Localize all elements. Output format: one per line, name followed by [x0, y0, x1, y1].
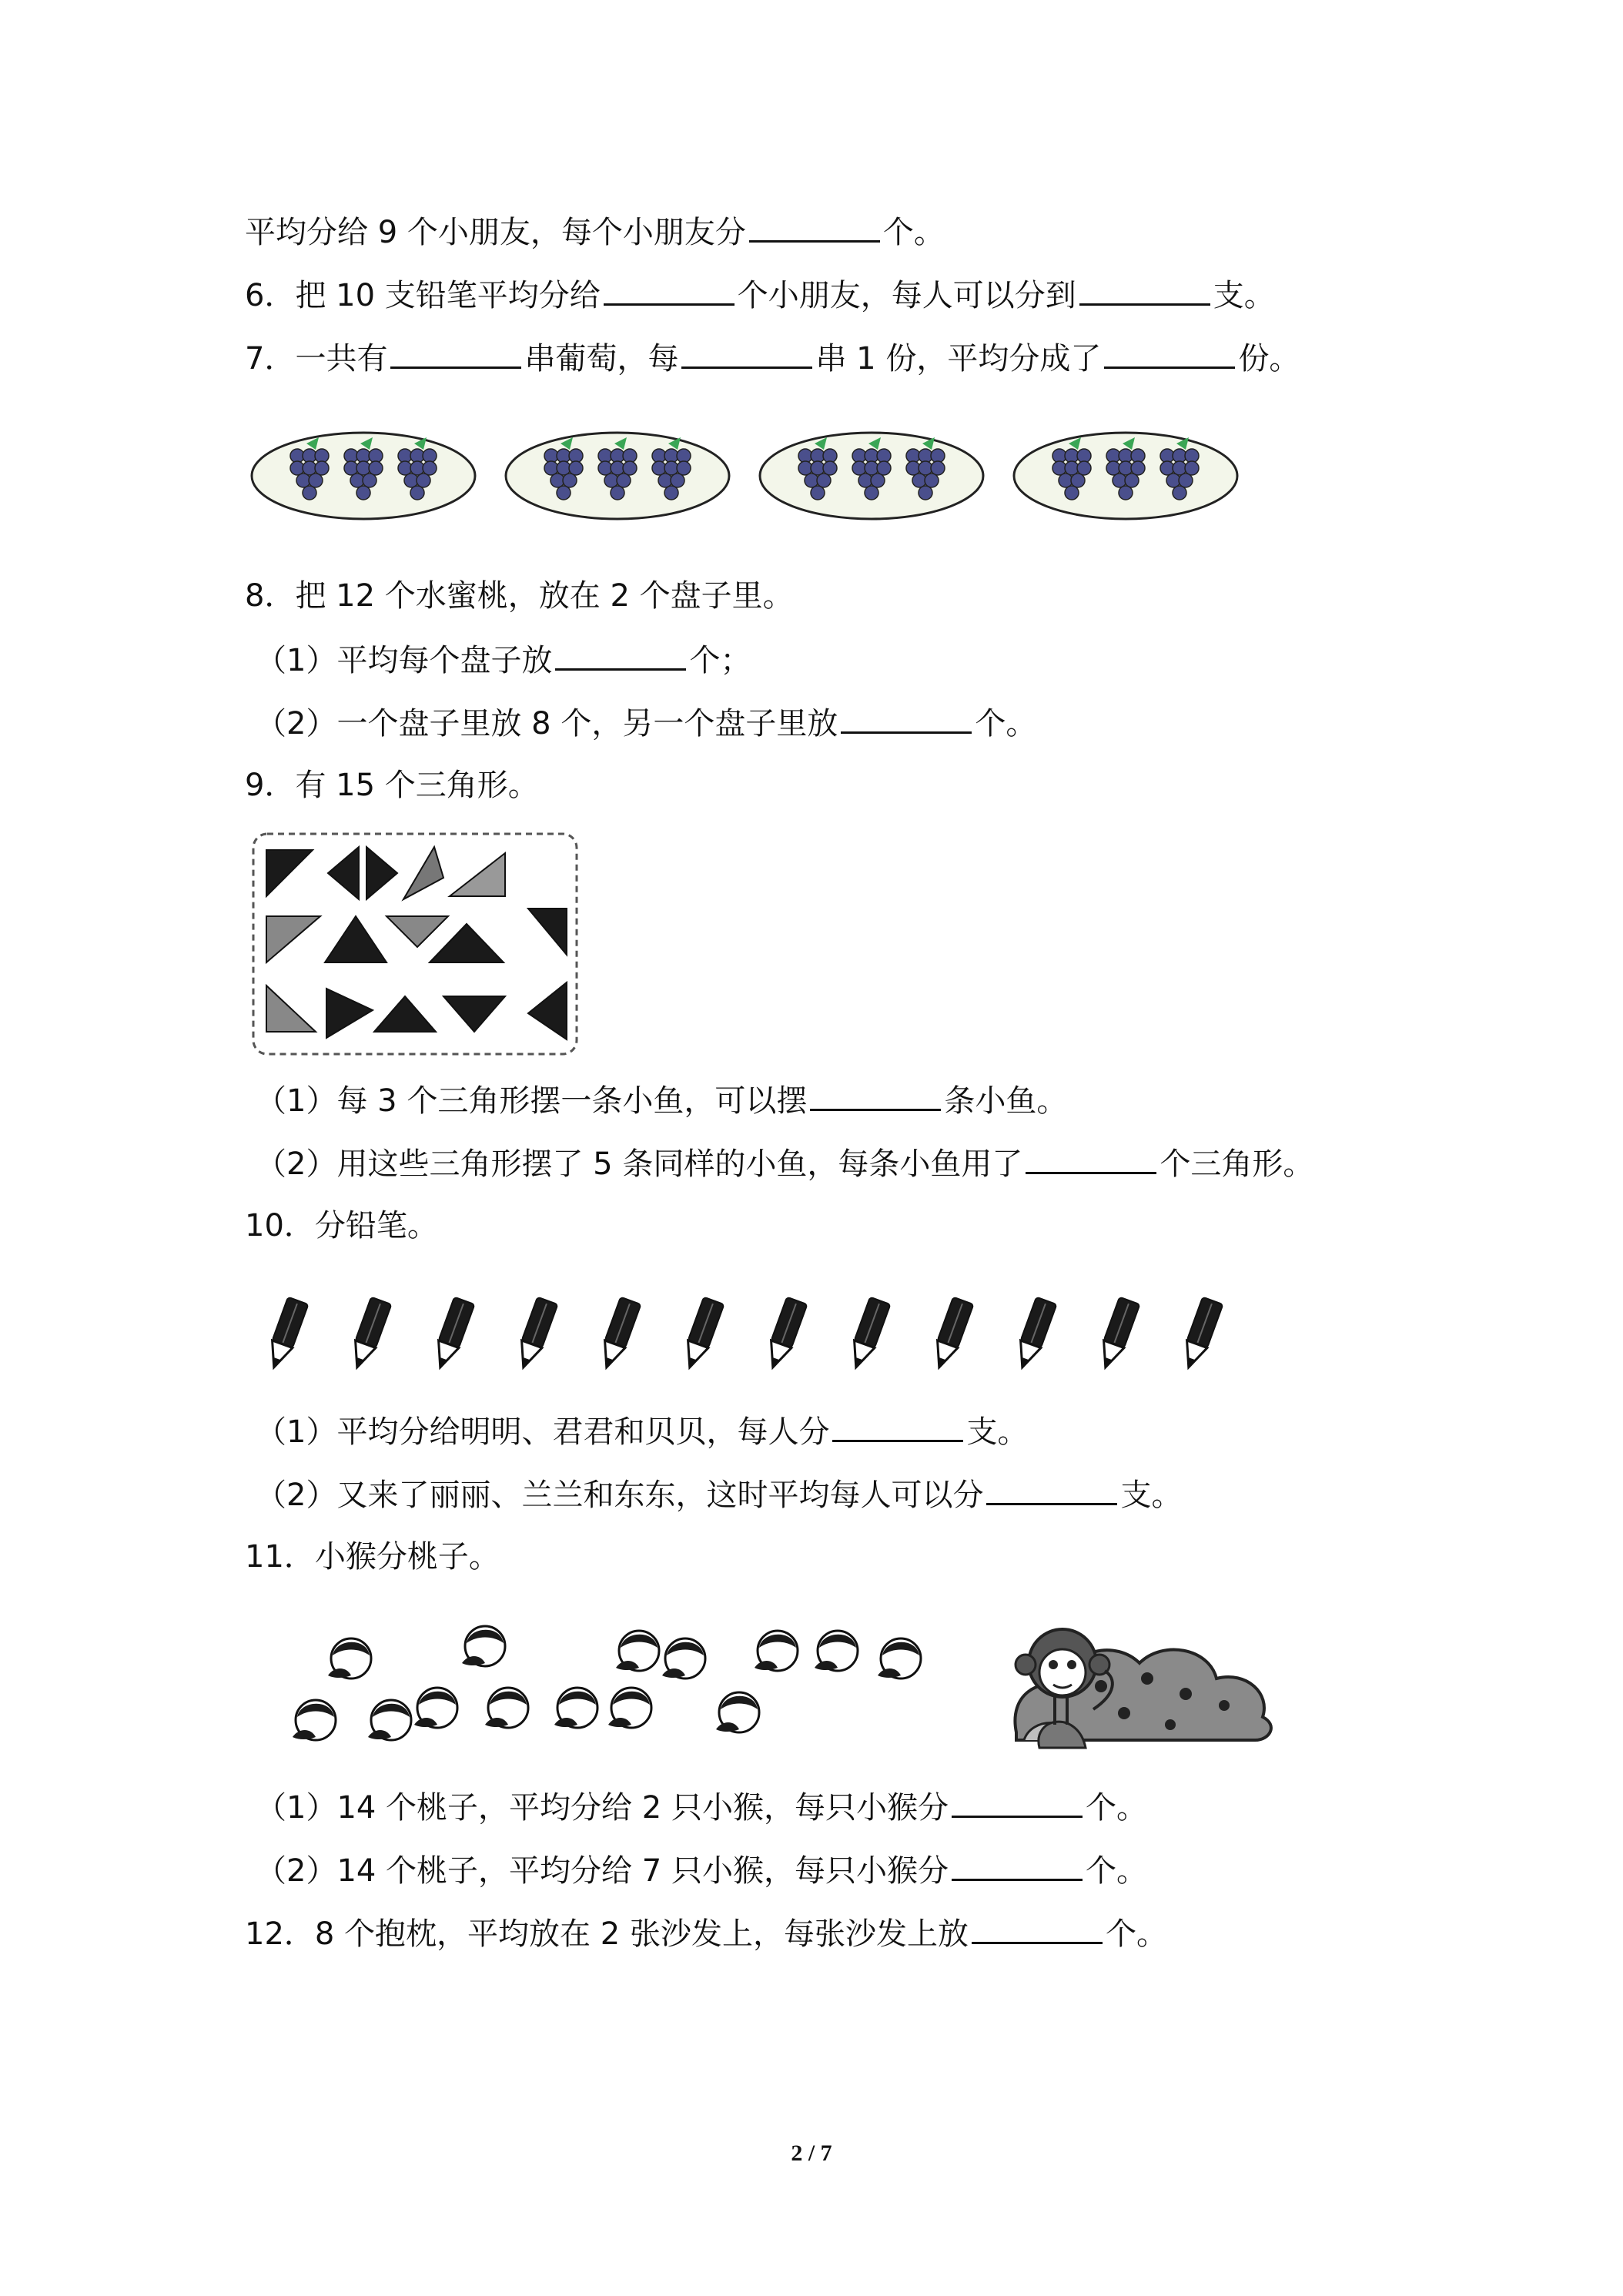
pencil-icon [1096, 1297, 1140, 1371]
answer-blank[interactable] [832, 1409, 963, 1442]
peach-icon [716, 1692, 759, 1732]
pencil-icon [264, 1297, 309, 1371]
answer-blank[interactable] [390, 336, 521, 369]
question-8-part-1: （1）平均每个盘子放 个； [256, 638, 751, 682]
grape-group [252, 433, 475, 519]
pencil-icon [680, 1297, 724, 1371]
peach-icon [554, 1688, 597, 1728]
answer-blank[interactable] [1079, 273, 1210, 306]
grape-group [506, 433, 729, 519]
pencils-figure [254, 1290, 1255, 1375]
answer-blank[interactable] [952, 1848, 1083, 1881]
question-8-part-2: （2）一个盘子里放 8 个，另一个盘子里放 个。 [256, 701, 1036, 745]
peach-icon [462, 1626, 505, 1666]
pencil-icon [430, 1297, 475, 1371]
answer-blank[interactable] [810, 1078, 941, 1111]
peach-icon [368, 1700, 411, 1740]
grape-group [1014, 433, 1237, 519]
pencil-icon [514, 1297, 558, 1371]
peaches-monkey-figure [262, 1602, 1432, 1755]
question-10: 10．分铅笔。 [245, 1208, 438, 1243]
peach-icon [616, 1631, 659, 1671]
question-9-part-2: （2）用这些三角形摆了 5 条同样的小鱼，每条小鱼用了 个三角形。 [256, 1141, 1313, 1186]
answer-blank[interactable] [972, 1911, 1103, 1944]
peach-icon [662, 1638, 705, 1678]
question-9-part-1: （1）每 3 个三角形摆一条小鱼，可以摆 条小鱼。 [256, 1078, 1067, 1123]
question-10-part-1: （1）平均分给明明、君君和贝贝，每人分 支。 [256, 1409, 1028, 1454]
answer-blank[interactable] [604, 273, 735, 306]
answer-blank[interactable] [1026, 1141, 1156, 1174]
question-11-part-1: （1）14 个桃子，平均分给 2 只小猴，每只小猴分 个。 [256, 1785, 1147, 1829]
answer-blank[interactable] [841, 701, 972, 734]
peach-icon [878, 1638, 921, 1678]
question-12: 12．8 个抱枕，平均放在 2 张沙发上，每张沙发上放 个。 [245, 1911, 1167, 1956]
peach-icon [815, 1631, 858, 1671]
question-7: 7．一共有 串葡萄，每 串 1 份，平均分成了 份。 [245, 336, 1300, 380]
question-6: 6．把 10 支铅笔平均分给 个小朋友，每人可以分到 支。 [245, 273, 1275, 317]
pencil-icon [929, 1297, 974, 1371]
answer-blank[interactable] [681, 336, 812, 369]
grapes-figure [246, 422, 1263, 530]
peach-icon [414, 1688, 457, 1728]
answer-blank[interactable] [555, 638, 686, 671]
page-number: 2 / 7 [791, 2140, 832, 2166]
answer-blank[interactable] [952, 1785, 1083, 1818]
answer-blank[interactable] [986, 1472, 1117, 1505]
triangles-figure [251, 832, 579, 1056]
pencil-icon [846, 1297, 891, 1371]
peach-icon [608, 1688, 651, 1728]
question-5-continuation: 平均分给 9 个小朋友，每个小朋友分 个。 [245, 209, 945, 254]
pencil-icon [597, 1297, 641, 1371]
answer-blank[interactable] [749, 209, 880, 243]
peach-icon [328, 1638, 371, 1678]
question-8: 8．把 12 个水蜜桃，放在 2 个盘子里。 [245, 578, 794, 614]
grape-group [760, 433, 983, 519]
peach-icon [293, 1700, 336, 1740]
pencil-icon [347, 1297, 392, 1371]
question-9: 9．有 15 个三角形。 [245, 768, 539, 803]
pencil-icon [1012, 1297, 1057, 1371]
pencil-icon [763, 1297, 808, 1371]
question-10-part-2: （2）又来了丽丽、兰兰和东东，这时平均每人可以分 支。 [256, 1472, 1182, 1517]
pencil-icon [1179, 1297, 1223, 1371]
peach-icon [485, 1688, 528, 1728]
answer-blank[interactable] [1104, 336, 1235, 369]
question-11: 11．小猴分桃子。 [245, 1539, 500, 1575]
peach-icon [755, 1631, 798, 1671]
question-11-part-2: （2）14 个桃子，平均分给 7 只小猴，每只小猴分 个。 [256, 1848, 1147, 1893]
